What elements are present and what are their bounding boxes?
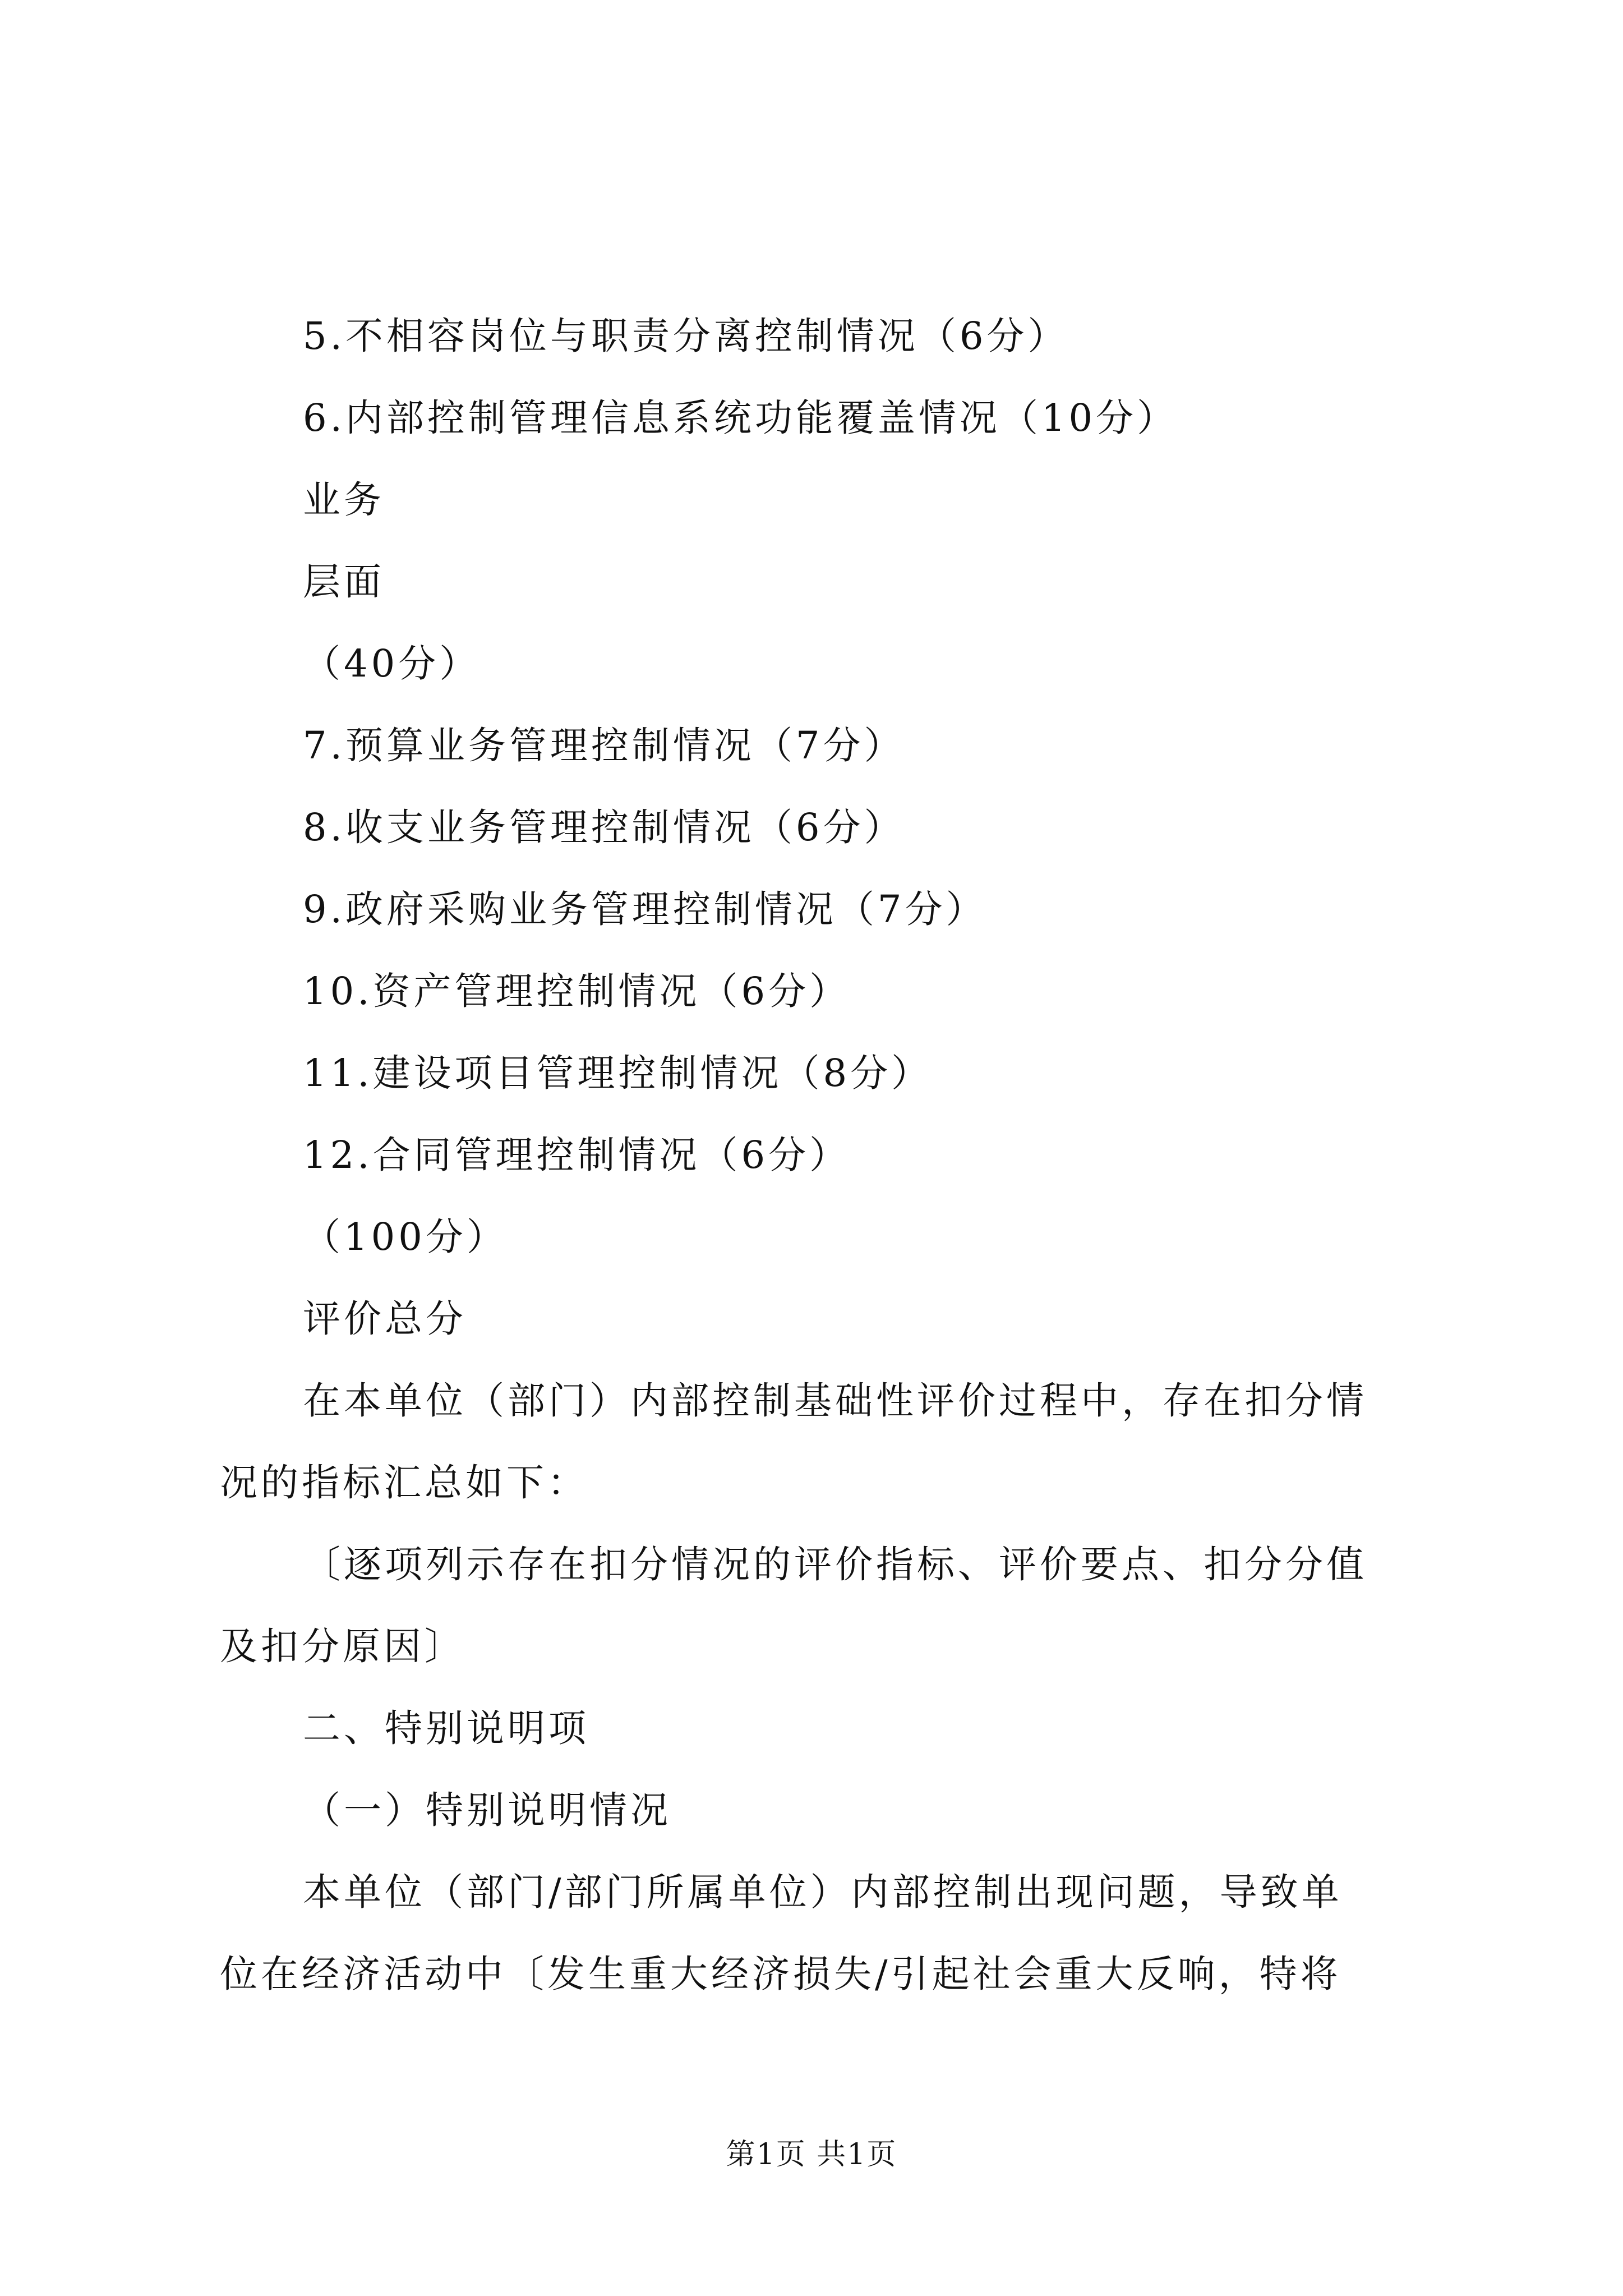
text-line-6: 6.内部控制管理信息系统功能覆盖情况（10分） — [303, 396, 1178, 440]
paragraph-special-line-1: 本单位（部门/部门所属单位）内部控制出现问题，导致单 — [303, 1870, 1343, 1914]
text-40-points: （40分） — [303, 642, 481, 685]
text-level-label: 层面 — [303, 560, 385, 604]
paragraph-special-line-2: 位在经济活动中〔发生重大经济损失/引起社会重大反响，特将 — [220, 1952, 1341, 1996]
text-line-9: 9.政府采购业务管理控制情况（7分） — [303, 887, 987, 931]
paragraph-summary-line-1: 在本单位（部门）内部控制基础性评价过程中，存在扣分情 — [303, 1379, 1367, 1423]
text-total-score: 评价总分 — [303, 1297, 467, 1341]
text-line-11: 11.建设项目管理控制情况（8分） — [303, 1051, 933, 1095]
text-100-points: （100分） — [303, 1215, 508, 1259]
text-line-7: 7.预算业务管理控制情况（7分） — [303, 724, 905, 767]
paragraph-summary-line-2: 况的指标汇总如下： — [220, 1461, 588, 1504]
text-line-10: 10.资产管理控制情况（6分） — [303, 969, 851, 1013]
text-line-8: 8.收支业务管理控制情况（6分） — [303, 806, 905, 849]
paragraph-list-line-2: 及扣分原因〕 — [220, 1625, 465, 1668]
text-business-label: 业务 — [303, 478, 385, 522]
page-footer: 第1页 共1页 — [726, 2138, 897, 2171]
text-line-5: 5.不相容岗位与职责分离控制情况（6分） — [303, 314, 1069, 358]
paragraph-list-line-1: 〔逐项列示存在扣分情况的评价指标、评价要点、扣分分值 — [303, 1543, 1367, 1586]
subsection-heading-special-situation: （一）特别说明情况 — [303, 1788, 671, 1832]
section-heading-special-items: 二、特别说明项 — [303, 1706, 589, 1750]
text-line-12: 12.合同管理控制情况（6分） — [303, 1133, 851, 1177]
